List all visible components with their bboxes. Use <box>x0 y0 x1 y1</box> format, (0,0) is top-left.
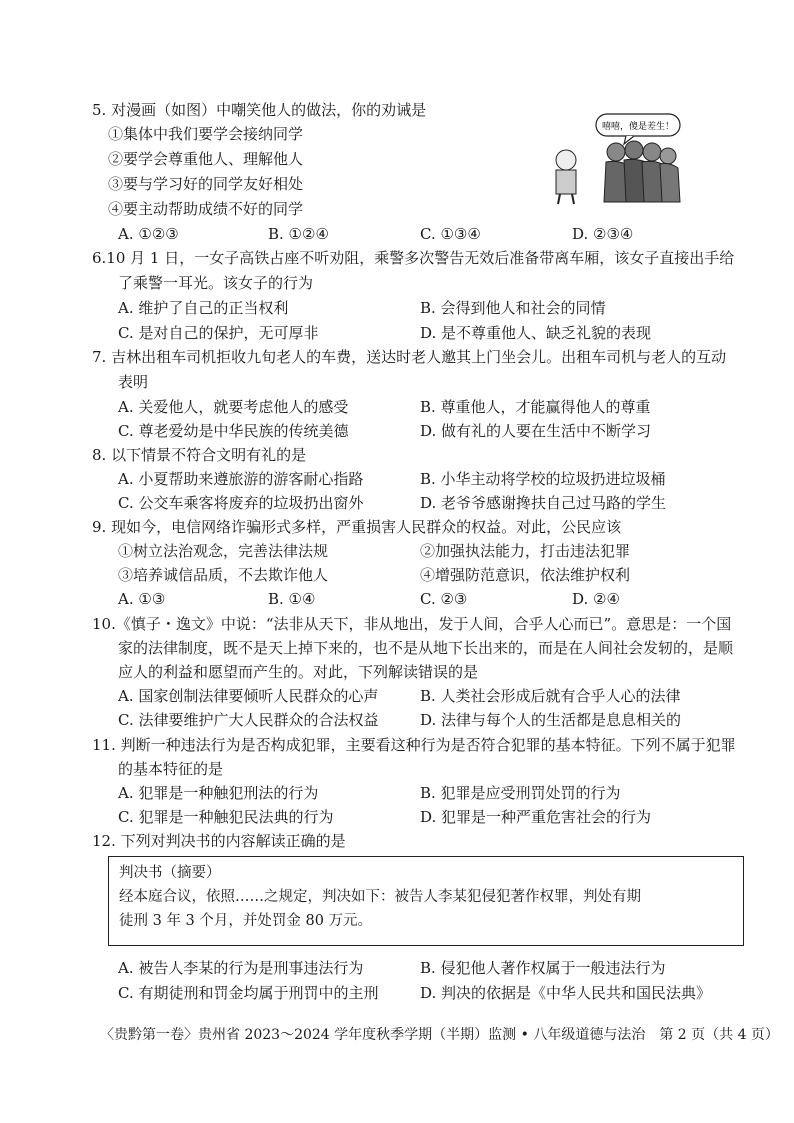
q11-stem-line-1: 11. 判断一种违法行为是否构成犯罪，主要看这种行为是否符合犯罪的基本特征。下列不属于犯罪 <box>92 736 736 754</box>
q6-stem-line-2: 了乘警一耳光。该女子的行为 <box>118 274 314 292</box>
q6-option-a: A. 维护了自己的正当权利 <box>118 299 289 317</box>
q12-option-c: C. 有期徒刑和罚金均属于刑罚中的主刑 <box>118 984 379 1002</box>
page-footer: 〈贵黔第一卷〉贵州省 2023～2024 学年度秋季学期（半期）监测 • 八年级道德与法治 第 2 页（共 4 页） <box>100 1027 779 1043</box>
q10-stem-line-1: 10.《慎子・逸文》中说：“法非从天下，非从地出，发于人间，合乎人心而已”。意思是：一个国 <box>92 615 732 633</box>
q5-item-3: ③要与学习好的同学友好相处 <box>108 175 304 193</box>
q6-option-b: B. 会得到他人和社会的同情 <box>420 299 606 317</box>
q9-item-4: ④增强防范意识，依法维护权利 <box>420 566 631 584</box>
cartoon-illustration <box>546 112 684 206</box>
q9-item-2: ②加强执法能力，打击违法犯罪 <box>420 542 631 560</box>
q12-option-d: D. 判决的依据是《中华人民共和国民法典》 <box>420 984 712 1002</box>
judgment-line-2: 徒刑 3 年 3 个月，并处罚金 80 万元。 <box>119 913 373 929</box>
judgment-title: 判决书（摘要） <box>119 865 221 881</box>
q9-item-3: ③培养诚信品质，不去欺诈他人 <box>118 566 329 584</box>
q6-option-d: D. 是不尊重他人、缺乏礼貌的表现 <box>420 324 652 342</box>
q7-option-b: B. 尊重他人，才能赢得他人的尊重 <box>420 398 651 416</box>
q6-stem-line-1: 6.10 月 1 日，一女子高铁占座不听劝阻，乘警多次警告无效后准备带离车厢，该女子直接出手给 <box>92 249 735 267</box>
q7-stem-line-2: 表明 <box>118 373 149 391</box>
q12-option-b: B. 侵犯他人著作权属于一般违法行为 <box>420 959 666 977</box>
q7-option-d: D. 做有礼的人要在生活中不断学习 <box>420 422 652 440</box>
q11-stem-line-2: 的基本特征的是 <box>118 760 224 778</box>
q5-stem: 5. 对漫画（如图）中嘲笑他人的做法，你的劝诫是 <box>92 101 427 119</box>
q11-option-d: D. 犯罪是一种严重危害社会的行为 <box>420 808 652 826</box>
cartoon-bubble-text: 嘻嘻，傻是差生！ <box>601 122 675 132</box>
q5-option-d: D. ②③④ <box>572 225 634 243</box>
q10-option-b: B. 人类社会形成后就有合乎人心的法律 <box>420 687 681 705</box>
q5-item-2: ②要学会尊重他人、理解他人 <box>108 150 304 168</box>
q8-option-a: A. 小夏帮助来遵旅游的游客耐心指路 <box>118 470 364 488</box>
q5-item-1: ①集体中我们要学会接纳同学 <box>108 125 304 143</box>
q10-option-d: D. 法律与每个人的生活都是息息相关的 <box>420 711 682 729</box>
q10-option-c: C. 法律要维护广大人民群众的合法权益 <box>118 711 379 729</box>
q12-option-a: A. 被告人李某的行为是刑事违法行为 <box>118 959 364 977</box>
q7-option-c: C. 尊老爱幼是中华民族的传统美德 <box>118 422 349 440</box>
q5-option-b: B. ①②④ <box>268 225 329 243</box>
q8-stem: 8. 以下情景不符合文明有礼的是 <box>92 446 307 464</box>
q10-stem-line-2: 家的法律制度，既不是天上掉下来的，也不是从地下长出来的，而是在人间社会发轫的，是顺 <box>118 639 734 657</box>
q9-option-d: D. ②④ <box>572 590 620 608</box>
q11-option-a: A. 犯罪是一种触犯刑法的行为 <box>118 784 319 802</box>
q11-option-c: C. 犯罪是一种触犯民法典的行为 <box>118 808 334 826</box>
q6-option-c: C. 是对自己的保护，无可厚非 <box>118 324 319 342</box>
q10-stem-line-3: 应人的利益和愿望而产生的。对此，下列解读错误的是 <box>118 663 479 681</box>
q11-option-b: B. 犯罪是应受刑罚处罚的行为 <box>420 784 621 802</box>
q9-item-1: ①树立法治观念，完善法律法规 <box>118 542 329 560</box>
q8-option-b: B. 小华主动将学校的垃圾扔进垃圾桶 <box>420 470 666 488</box>
q8-option-c: C. 公交车乘客将废弃的垃圾扔出窗外 <box>118 494 364 512</box>
q5-option-c: C. ①③④ <box>420 225 481 243</box>
q9-option-b: B. ①④ <box>268 590 316 608</box>
judgment-excerpt-box <box>108 856 744 946</box>
q9-option-c: C. ②③ <box>420 590 468 608</box>
q5-item-4: ④要主动帮助成绩不好的同学 <box>108 200 304 218</box>
q7-stem-line-1: 7. 吉林出租车司机拒收九旬老人的车费，送达时老人邀其上门坐会儿。出租车司机与老人的互动 <box>92 348 727 366</box>
q7-option-a: A. 关爱他人，就要考虑他人的感受 <box>118 398 349 416</box>
q12-stem: 12. 下列对判决书的内容解读正确的是 <box>92 832 346 850</box>
judgment-line-1: 经本庭合议，依照……之规定，判决如下：被告人李某犯侵犯著作权罪，判处有期 <box>119 889 641 905</box>
q5-option-a: A. ①②③ <box>118 225 179 243</box>
q9-stem: 9. 现如今，电信网络诈骗形式多样，严重损害人民群众的权益。对此，公民应该 <box>92 518 622 536</box>
q9-option-a: A. ①③ <box>118 590 166 608</box>
q10-option-a: A. 国家创制法律要倾听人民群众的心声 <box>118 687 379 705</box>
q8-option-d: D. 老爷爷感谢搀扶自己过马路的学生 <box>420 494 667 512</box>
